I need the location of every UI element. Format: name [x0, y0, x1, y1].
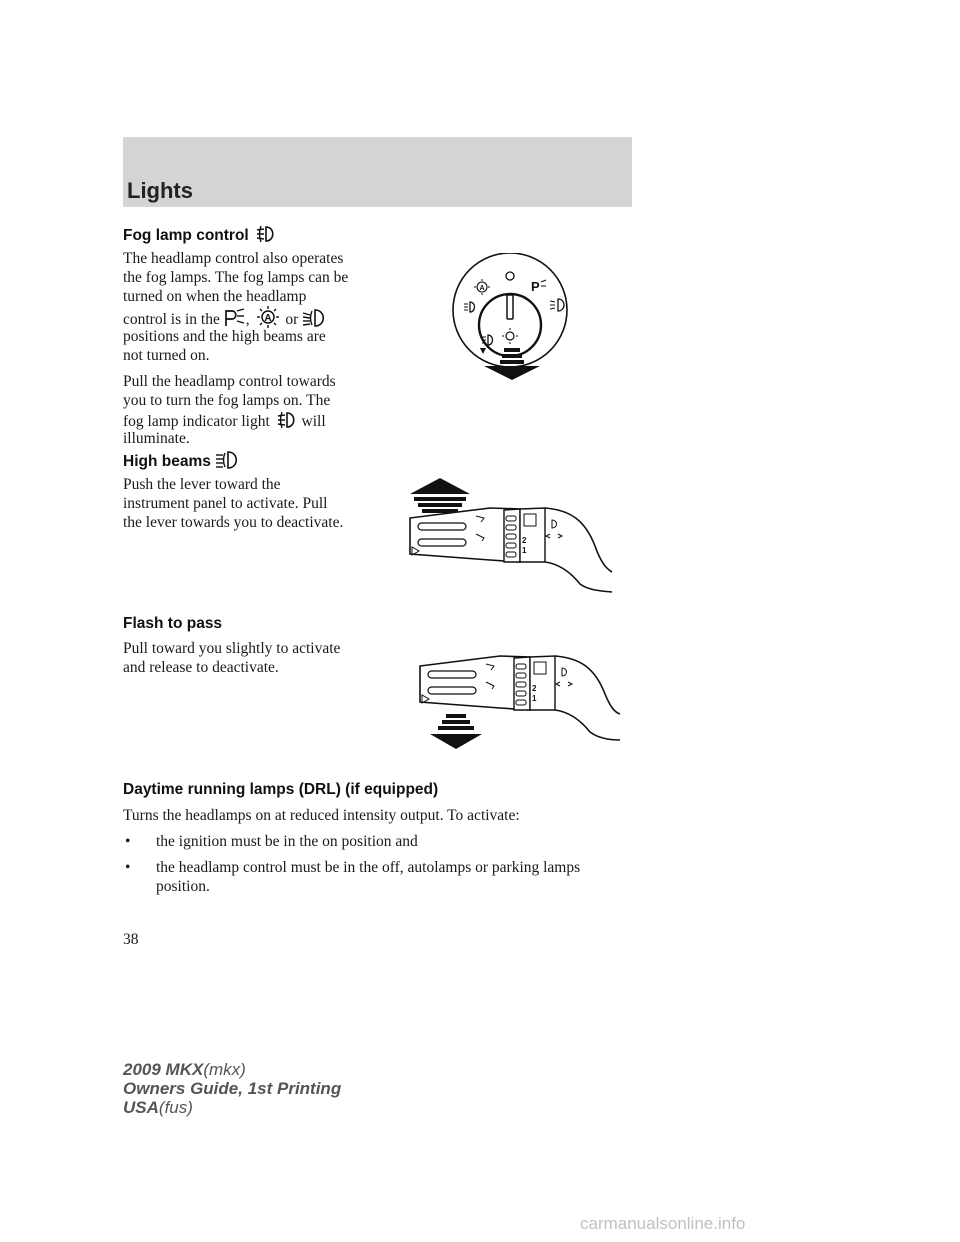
drl-bullet-1-text: the ignition must be in the on position and — [156, 833, 418, 850]
fog-lamp-heading — [123, 224, 277, 245]
fog-para2-l2: you to turn the fog lamps on. The — [123, 392, 331, 409]
fog-para2-l4: illuminate. — [123, 430, 190, 447]
drl-heading: Daytime running lamps (DRL) (if equipped) — [123, 781, 439, 798]
drl-intro: Turns the headlamps on at reduced intensity output. To activate: — [123, 807, 520, 824]
flash-to-pass-stalk-figure — [410, 654, 625, 754]
high-l1: Push the lever toward the — [123, 476, 281, 493]
section-title: Lights — [127, 178, 193, 203]
fog-para1-l6: not turned on. — [123, 347, 210, 364]
footer-model-code: (mkx) — [203, 1060, 246, 1079]
autolamp-icon — [254, 306, 282, 328]
drl-bullet-2-line2: position. — [156, 878, 210, 895]
high-beam-stalk-figure — [400, 476, 615, 596]
flash-l2: and release to deactivate. — [123, 659, 279, 676]
high-beams-heading-text: High beams — [123, 453, 211, 470]
drl-bullet-2 — [123, 858, 643, 898]
high-beams-heading — [123, 450, 241, 471]
drl-bullet-2-line1: the headlamp control must be in the off, autolamps or parking lamps — [156, 859, 581, 876]
footer-printing-info — [123, 1060, 341, 1117]
fog-para1-l4-text: control is in the — [123, 311, 220, 328]
stalk2-label-2: 2 — [532, 684, 537, 693]
parking-lamp-icon — [224, 308, 246, 328]
fog-para1-l1: The headlamp control also operates — [123, 250, 344, 267]
footer-market: USA — [123, 1098, 159, 1117]
footer-model: 2009 MKX — [123, 1060, 204, 1079]
page-number: 38 — [123, 931, 139, 948]
fog-para2-l1: Pull the headlamp control towards — [123, 373, 336, 390]
fog-lamp-icon — [253, 224, 277, 244]
dial-auto-letter: A — [479, 285, 485, 292]
bullet-dot: • — [125, 859, 131, 876]
fog-lamp-heading-text: Fog lamp control — [123, 227, 249, 244]
footer-market-code: (fus) — [158, 1098, 193, 1117]
section-header-band — [123, 137, 632, 207]
drl-bullet-1 — [123, 832, 643, 852]
fog-para1-l3: turned on when the headlamp — [123, 288, 307, 305]
flash-heading: Flash to pass — [123, 615, 223, 632]
stalk1-label-1: 1 — [522, 546, 527, 555]
dial-parking-letter: P — [531, 279, 540, 294]
fog-para1-or: or — [285, 311, 299, 328]
fog-para1-l2: the fog lamps. The fog lamps can be — [123, 269, 349, 286]
headlamp-dial-figure — [440, 253, 590, 383]
footer-line-1 — [123, 1060, 341, 1079]
high-l2: instrument panel to activate. Pull — [123, 495, 328, 512]
bullet-dot: • — [125, 833, 131, 850]
watermark: carmanualsonline.info — [580, 1214, 746, 1233]
high-l3: the lever towards you to deactivate. — [123, 514, 344, 531]
headlamp-icon — [302, 308, 328, 328]
fog-para2-l3-will: will — [301, 413, 326, 430]
footer-line-3 — [123, 1098, 341, 1117]
fog-indicator-icon — [274, 410, 298, 430]
fog-para2-l3-text: fog lamp indicator light — [123, 413, 270, 430]
fog-para1-comma: , — [245, 311, 250, 328]
autolamp-icon-letter: A — [263, 313, 272, 324]
stalk2-label-1: 1 — [532, 694, 537, 703]
fog-para1-l5: positions and the high beams are — [123, 328, 326, 345]
stalk1-label-2: 2 — [522, 536, 527, 545]
high-beam-icon — [215, 450, 241, 470]
flash-l1: Pull toward you slightly to activate — [123, 640, 341, 657]
footer-line-2: Owners Guide, 1st Printing — [123, 1079, 342, 1098]
